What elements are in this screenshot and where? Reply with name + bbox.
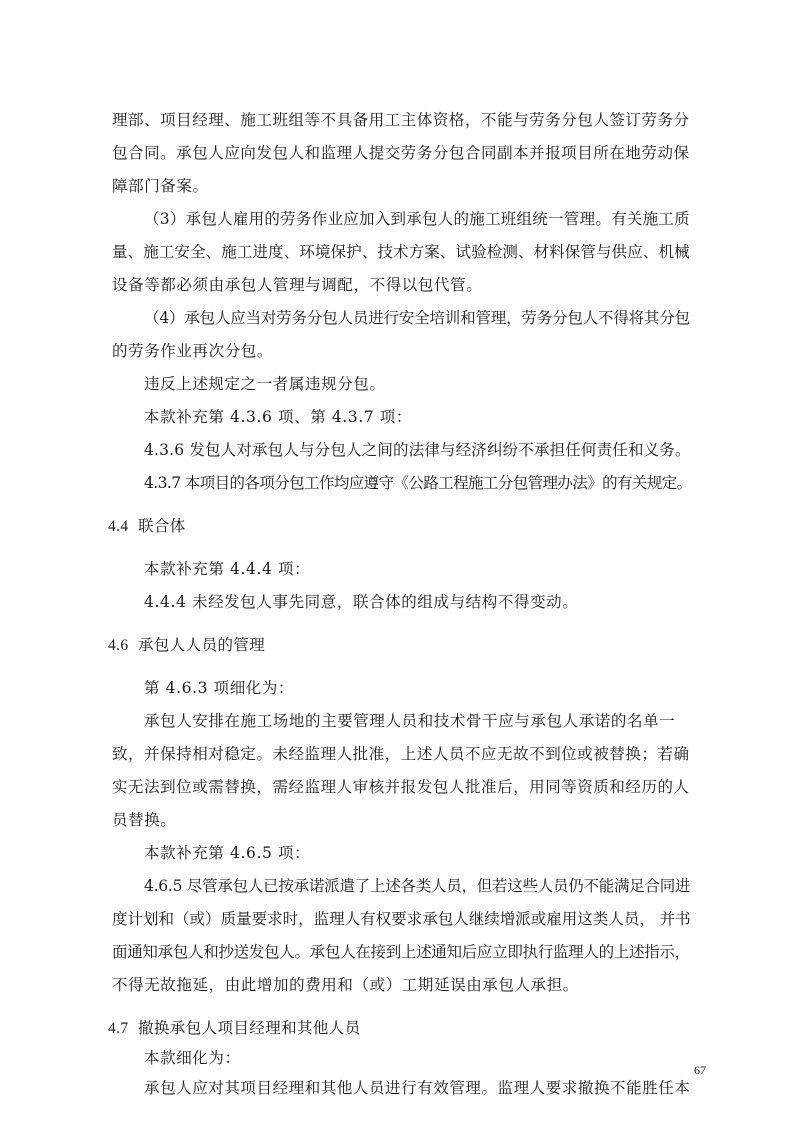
page-number: 67	[694, 1063, 706, 1077]
body-text-line: 承包人应对其项目经理和其他人员进行有效管理。监理人要求撤换不能胜任本	[144, 1079, 691, 1097]
body-text-line: 本款补充第 4.4.4 项：	[144, 560, 311, 578]
body-text-line: 本款补充第 4.3.6 项、第 4.3.7 项：	[144, 408, 412, 426]
body-text-line: 员替换。	[112, 811, 177, 829]
section-heading-4-4	[108, 516, 186, 537]
body-text-line: 4.4.4 未经发包人事先同意，联合体的组成与结构不得变动。	[144, 593, 579, 611]
body-text-line: 本款细化为：	[144, 1049, 241, 1067]
body-text-line: 违反上述规定之一者属违规分包。	[144, 375, 386, 393]
body-text-line: 不得无故拖延，由此增加的费用和（或）工期延误由承包人承担。	[112, 976, 579, 994]
section-title: 联合体	[138, 517, 186, 535]
body-text-line: 理部、项目经理、施工班组等不具备用工主体资格，不能与劳务分包人签订劳务分	[112, 111, 690, 129]
body-text-line: 第 4.6.3 项细化为：	[144, 679, 295, 697]
body-text-line: 实无法到位或需替换，需经监理人审核并报发包人批准后，用同等资质和经历的人	[112, 778, 690, 796]
body-text-line: （3）承包人雇用的劳务作业应加入到承包人的施工班组统一管理。有关施工质	[144, 210, 690, 228]
body-text-line: 量、施工安全、施工进度、环境保护、技术方案、试验检测、材料保管与供应、机械	[112, 243, 690, 261]
body-text-line: 4.3.6 发包人对承包人与分包人之间的法律与经济纠纷不承担任何责任和义务。	[144, 441, 691, 459]
section-number: 4.6	[108, 637, 129, 654]
body-text-line: 度计划和（或）质量要求时，监理人有权要求承包人继续增派或雇用这类人员， 并书	[112, 910, 691, 928]
body-text-line: 面通知承包人和抄送发包人。承包人在接到上述通知后应立即执行监理人的上述指示，	[112, 943, 690, 961]
body-text-line: 致，并保持相对稳定。未经监理人批准，上述人员不应无故不到位或被替换；若确	[112, 745, 690, 763]
body-text-line: 障部门备案。	[112, 177, 209, 195]
section-title: 撤换承包人项目经理和其他人员	[138, 1019, 361, 1037]
body-text-line: 设备等都必须由承包人管理与调配，不得以包代管。	[112, 276, 483, 294]
section-heading-4-7	[108, 1018, 361, 1039]
section-number: 4.7	[108, 1020, 129, 1037]
body-text-line: 的劳务作业再次分包。	[112, 342, 274, 360]
section-heading-4-6	[108, 635, 265, 656]
section-number: 4.4	[108, 518, 129, 535]
body-text-line: 包合同。承包人应向发包人和监理人提交劳务分包合同副本并报项目所在地劳动保	[112, 144, 690, 162]
body-text-line: 4.3.7 本项目的各项分包工作均应遵守《公路工程施工分包管理办法》的有关规定。	[144, 474, 692, 492]
body-text-line: （4）承包人应当对劳务分包人员进行安全培训和管理，劳务分包人不得将其分包	[144, 309, 690, 327]
body-text-line: 本款补充第 4.6.5 项：	[144, 844, 311, 862]
body-text-line: 4.6.5 尽管承包人已按承诺派遣了上述各类人员，但若这些人员仍不能满足合同进	[144, 877, 691, 895]
section-title: 承包人人员的管理	[138, 636, 266, 654]
body-text-line: 承包人安排在施工场地的主要管理人员和技术骨干应与承包人承诺的名单一	[144, 712, 676, 730]
